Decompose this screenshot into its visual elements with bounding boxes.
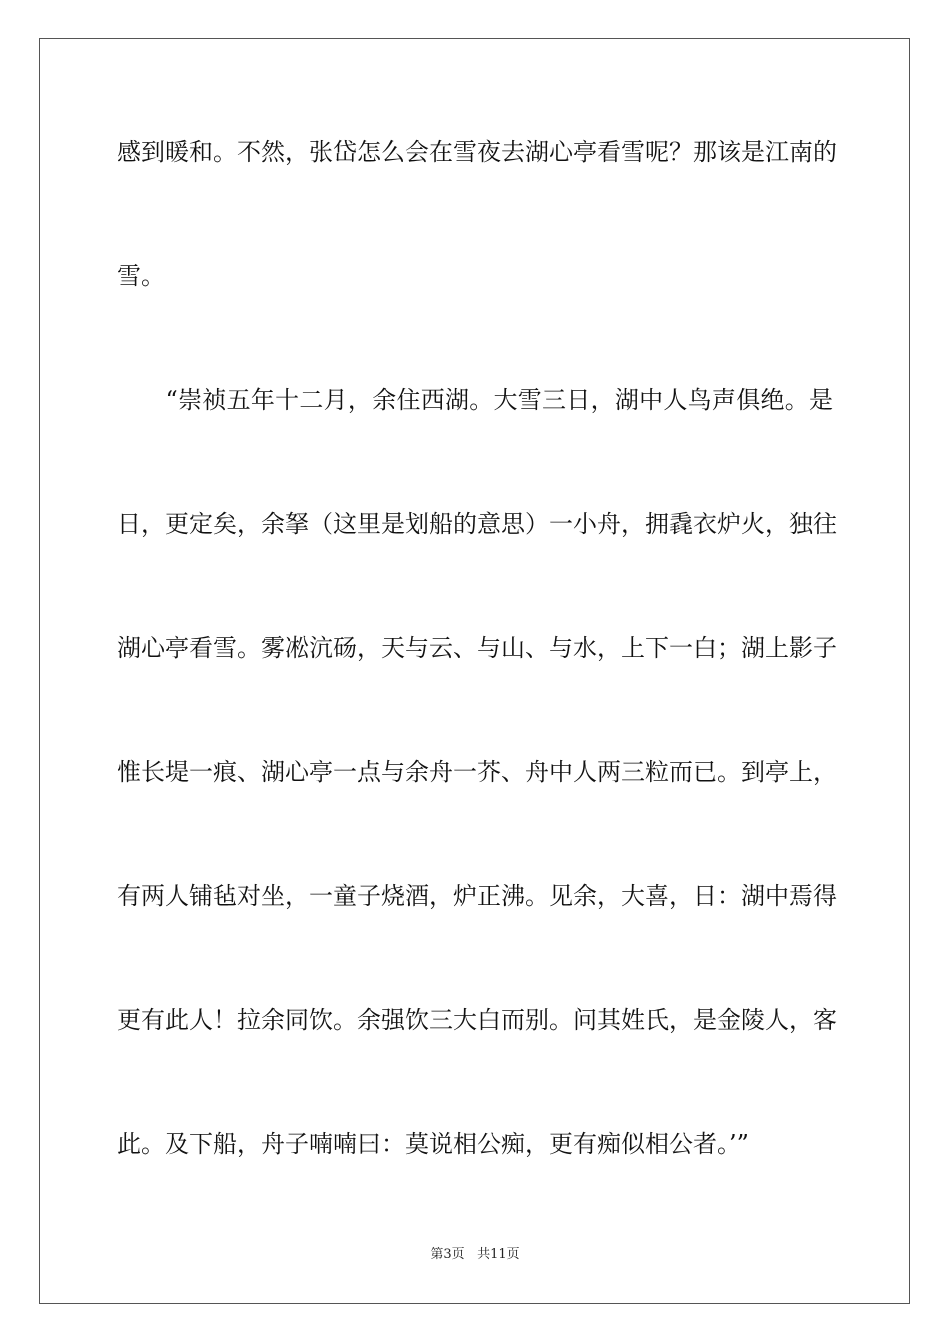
text-line-2: 雪。 xyxy=(117,262,165,290)
text-line-8: 更有此人！拉余同饮。余强饮三大白而别。问其姓氏，是金陵人，客 xyxy=(117,1006,837,1034)
page-footer xyxy=(0,1247,950,1263)
text-line-6: 惟长堤一痕、湖心亭一点与余舟一芥、舟中人两三粒而已。到亭上， xyxy=(117,758,837,786)
text-line-3: “崇祯五年十二月，余住西湖。大雪三日，湖中人鸟声俱绝。是 xyxy=(117,386,833,414)
page-border xyxy=(39,38,910,1304)
text-line-5: 湖心亭看雪。雾凇沆砀，天与云、与山、与水，上下一白；湖上影子 xyxy=(117,634,837,662)
text-line-4: 日，更定矣，余拏（这里是划船的意思）一小舟，拥毳衣炉火，独往 xyxy=(117,510,837,538)
text-line-1: 感到暖和。不然，张岱怎么会在雪夜去湖心亭看雪呢？那该是江南的 xyxy=(117,138,837,166)
text-line-7: 有两人铺毡对坐，一童子烧酒，炉正沸。见余，大喜，日：湖中焉得 xyxy=(117,882,837,910)
page-number: 第3页 xyxy=(430,1247,465,1262)
page-total: 共11页 xyxy=(477,1247,520,1262)
text-line-9: 此。及下船，舟子喃喃曰：莫说相公痴，更有痴似相公者。’” xyxy=(117,1130,749,1158)
